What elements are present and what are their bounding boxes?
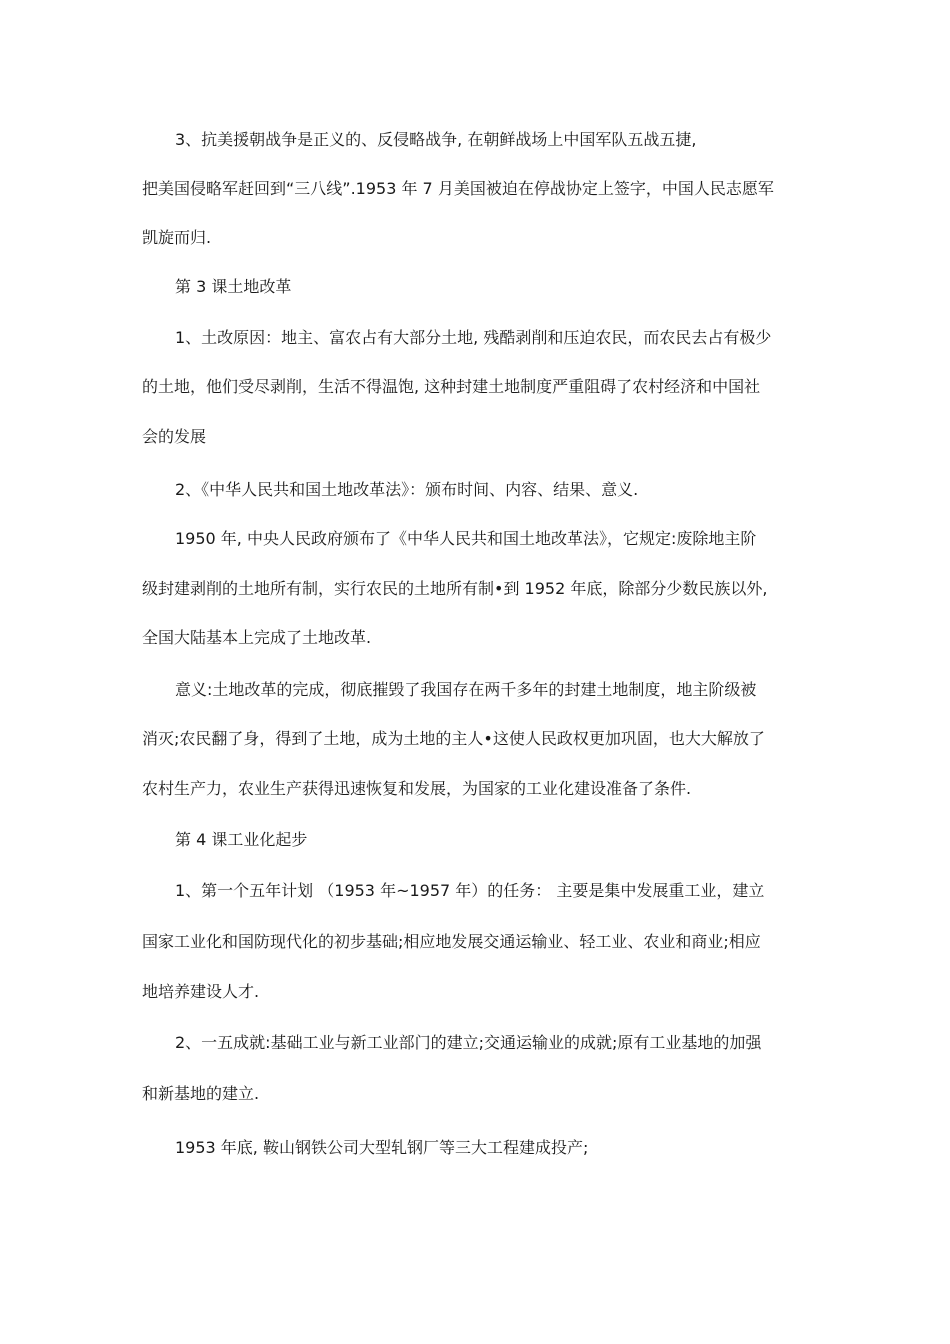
paragraph-line: 消灭;农民翻了身，得到了土地，成为土地的主人•这使人民政权更加巩固，也大大解放了	[142, 729, 765, 748]
paragraph-line: 地培养建设人才.	[142, 982, 260, 1001]
section-heading: 第 3 课土地改革	[175, 277, 292, 296]
paragraph-line: 和新基地的建立.	[142, 1084, 260, 1103]
paragraph-line: 1950 年, 中央人民政府颁布了《中华人民共和国土地改革法》，它规定:废除地主阶	[175, 529, 757, 548]
paragraph-line: 1953 年底, 鞍山钢铁公司大型轧钢厂等三大工程建成投产;	[175, 1138, 589, 1157]
paragraph-line: 级封建剥削的土地所有制，实行农民的土地所有制•到 1952 年底，除部分少数民族以外,	[142, 579, 768, 598]
paragraph-line: 1、土改原因：地主、富农占有大部分土地, 残酷剥削和压迫农民，而农民去占有极少	[175, 328, 772, 347]
paragraph-line: 凯旋而归.	[142, 228, 212, 247]
paragraph-line: 意义:土地改革的完成，彻底摧毁了我国存在两千多年的封建土地制度，地主阶级被	[175, 680, 757, 699]
paragraph-line: 的土地，他们受尽剥削，生活不得温饱, 这种封建土地制度严重阻碍了农村经济和中国社	[142, 377, 761, 396]
paragraph-line: 2、一五成就:基础工业与新工业部门的建立;交通运输业的成就;原有工业基地的加强	[175, 1033, 762, 1052]
paragraph-line: 把美国侵略军赶回到“三八线”.1953 年 7 月美国被迫在停战协定上签字，中国人民志愿军	[142, 179, 774, 198]
paragraph-line: 2、《中华人民共和国土地改革法》：颁布时间、内容、结果、意义.	[175, 480, 639, 499]
section-heading: 第 4 课工业化起步	[175, 830, 308, 849]
paragraph-line: 会的发展	[142, 427, 207, 446]
paragraph-line: 农村生产力，农业生产获得迅速恢复和发展，为国家的工业化建设准备了条件.	[142, 779, 692, 798]
paragraph-line: 全国大陆基本上完成了土地改革.	[142, 628, 372, 647]
paragraph-line: 国家工业化和国防现代化的初步基础;相应地发展交通运输业、轻工业、农业和商业;相应	[142, 932, 761, 951]
paragraph-line: 1、第一个五年计划 （1953 年~1957 年）的任务： 主要是集中发展重工业，建立	[175, 881, 765, 900]
paragraph-line: 3、抗美援朝战争是正义的、反侵略战争, 在朝鲜战场上中国军队五战五捷,	[175, 130, 697, 149]
